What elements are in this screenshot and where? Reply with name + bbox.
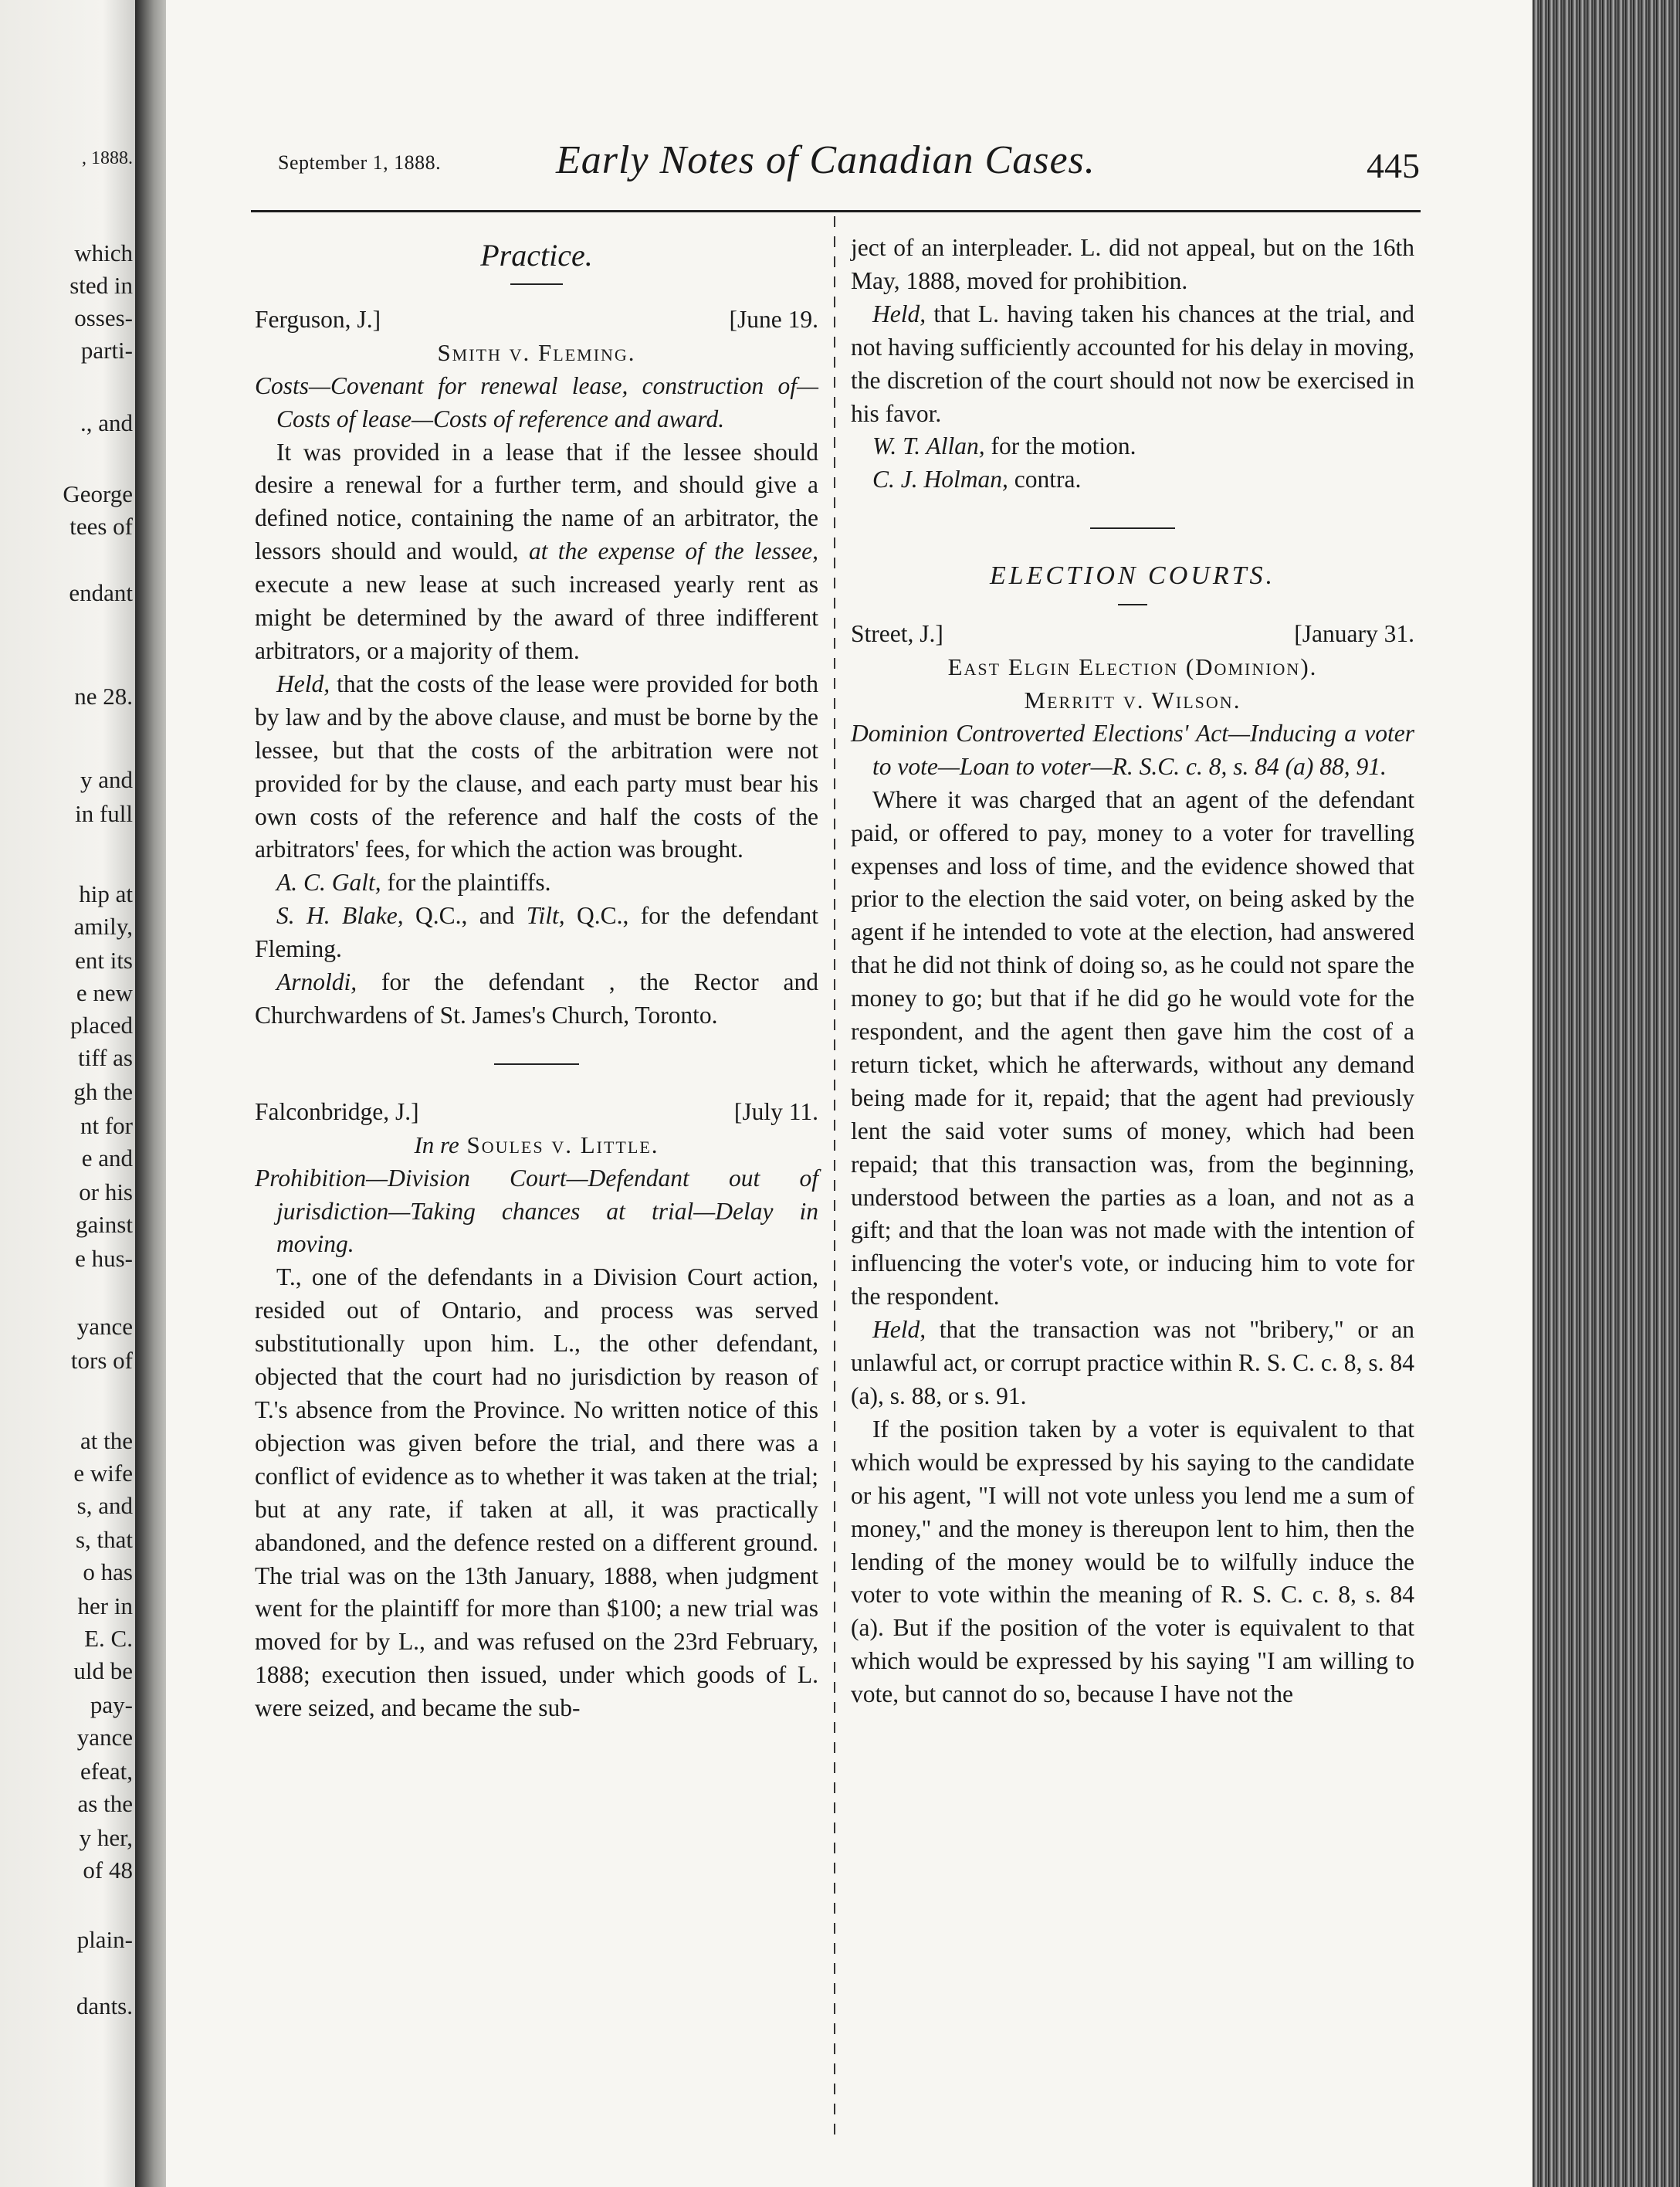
- decision-date: [June 19.: [729, 305, 818, 333]
- page-number: 445: [1367, 146, 1420, 185]
- counsel-line: Arnoldi, for the defendant , the Rector and Churchwardens of St. James's Church, Toronto.: [255, 968, 819, 1029]
- left-page-fragment: [0, 0, 147, 2187]
- left-page-line: amily,: [73, 913, 133, 940]
- left-page-line: efeat,: [80, 1758, 133, 1785]
- case-separator: [494, 1063, 579, 1065]
- left-page-line: gh the: [73, 1078, 133, 1105]
- left-page-line: dants.: [76, 1992, 133, 2019]
- left-page-line: tees of: [69, 513, 133, 540]
- case-judge-row: [255, 1096, 818, 1129]
- header-date: September 1, 1888.: [278, 151, 442, 174]
- left-page-line: tiff as: [78, 1044, 133, 1071]
- left-page-line: o has: [83, 1558, 133, 1585]
- section-title-practice: Practice.: [480, 238, 593, 273]
- left-page-line: George: [63, 480, 133, 507]
- left-page-line: e wife: [73, 1460, 133, 1487]
- page-edges: [1533, 0, 1680, 2187]
- left-page-line: as the: [77, 1790, 133, 1817]
- headnote: Prohibition—Division Court—Defendant out of jurisdiction—Taking chances at trial—Delay in moving.: [255, 1164, 818, 1258]
- election-name: East Elgin Election (Dominion).: [947, 653, 1318, 681]
- left-column: [255, 232, 818, 1725]
- left-page-line: gainst: [75, 1211, 133, 1238]
- right-column: [851, 232, 1414, 1711]
- holding-paragraph: Held, that L. having taken his chances at the trial, and not having sufficiently accounted for his delay in moving, the discretion of the court should not now be exercised in his favor.: [851, 300, 1415, 427]
- case-name: Merritt v. Wilson.: [1024, 686, 1241, 714]
- left-page-line: , 1888.: [82, 148, 133, 168]
- left-page-line: endant: [69, 579, 133, 606]
- left-page-line: E. C.: [84, 1625, 133, 1652]
- header-rule: [251, 210, 1421, 212]
- section-separator: [1090, 527, 1175, 529]
- section-rule: [510, 283, 563, 285]
- case-judge-row: [851, 618, 1414, 651]
- headnote: Costs—Covenant for renewal lease, construction of—Costs of lease—Costs of reference and award.: [255, 371, 818, 432]
- holding-paragraph: Held, that the costs of the lease were provided for both by law and by the above clause, and must be borne by the lessee, but that the costs of the arbitration were not provided for by the clause, and each party must bear his own costs of the reference and half the costs of the arbitrators' fees, for which the action was brought.: [255, 670, 818, 863]
- left-page-line: s, that: [75, 1526, 133, 1553]
- left-page-line: parti-: [80, 337, 133, 364]
- left-page-line: sted in: [69, 272, 133, 299]
- counsel-line: S. H. Blake, Q.C., and Tilt, Q.C., for the defendant Fleming.: [255, 902, 819, 963]
- left-page-line: tors of: [70, 1347, 133, 1374]
- case-paragraph: If the position taken by a voter is equivalent to that which would be expressed by his saying to the candidate or his agent, "I will not vote unless you lend me a sum of money," and the money is thereupon lent to him, then the lending of the money would be to wilfully induce the voter to vote within the meaning of R. S. C. c. 8, s. 84 (a). But if the position of the voter is equivalent to that which would be expressed by his saying "I am willing to vote, but cannot do so, because I have not the: [851, 1415, 1414, 1708]
- left-page-line: ent its: [75, 947, 133, 974]
- left-page-line: hip at: [79, 880, 133, 907]
- left-page-line: plain-: [76, 1926, 133, 1953]
- left-page-line: s, and: [76, 1492, 133, 1519]
- left-page-line: her in: [77, 1592, 133, 1619]
- case-name: Smith v. Fleming.: [437, 338, 636, 366]
- left-page-line: placed: [70, 1012, 133, 1039]
- running-title: Early Notes of Canadian Cases.: [556, 138, 1096, 182]
- left-page-line: y her,: [79, 1824, 133, 1851]
- counsel-line: A. C. Galt, for the plaintiffs.: [276, 869, 551, 897]
- left-page-line: ., and: [80, 409, 133, 436]
- left-page-line: nt for: [80, 1112, 133, 1139]
- case-paragraph: Where it was charged that an agent of the defendant paid, or offered to pay, money to a voter for travelling expenses and loss of time, and the evidence showed that prior to the election the said voter, on being asked by the agent if he intended to vote at the election, had answered that he did not think of doing so, as he could not spare the money to go; but that if he did go he would vote for the respondent, and the agent then gave him the cost of a return ticket, which he afterwards, without any demand being made for it, repaid; that the agent had previously lent the said voter sums of money, which had been repaid; that this transaction was, from the beginning, understood between the parties as a loan, and not as a gift; and that the loan was not made with the intention of influencing the voter's vote, or inducing him to vote for the respondent.: [851, 785, 1414, 1311]
- left-page-line: e and: [81, 1144, 133, 1171]
- case-name: In re Soules v. Little.: [414, 1131, 659, 1158]
- case-paragraph: T., one of the defendants in a Division Court action, resided out of Ontario, and process was served substitutionally upon him. L., the other defendant, objected that the court had no jurisdiction by reason of T.'s absence from the Province. No written notice of this objection was given before the trial, and there was a conflict of evidence as to whether it was taken at the trial; but at any rate, if taken at all, it was practically abandoned, and the defence rested on a different ground. The trial was on the 13th January, 1888, when judgment went for the plaintiff for more than $100; a new trial was moved for by L., and was refused on the 23rd February, 1888; execution then issued, under which goods of L. were seized, and became the sub-: [255, 1263, 818, 1722]
- section-rule: [1118, 604, 1147, 605]
- column-divider: [834, 216, 835, 2139]
- case-paragraph: It was provided in a lease that if the lessee should desire a renewal for a further term, and should give a defined notice, containing the name of an arbitrator, the lessors should and would, at the expense of the lessee, execute a new lease at such increased yearly rent as might be determined by the award of three indifferent arbitrators, or a majority of them.: [255, 438, 818, 664]
- judge-name: Ferguson, J.]: [255, 305, 381, 333]
- left-page-line: which: [74, 239, 133, 266]
- left-page-line: in full: [75, 800, 133, 827]
- counsel-line: C. J. Holman, contra.: [872, 466, 1082, 493]
- left-page-line: e hus-: [75, 1245, 133, 1272]
- left-page-line: at the: [80, 1427, 133, 1454]
- decision-date: [July 11.: [733, 1097, 818, 1125]
- holding-paragraph: Held, that the transaction was not "bribery," or an unlawful act, or corrupt practice within R. S. C. c. 8, s. 84 (a), s. 88, or s. 91.: [851, 1316, 1414, 1409]
- left-page-line: e new: [76, 979, 133, 1006]
- judge-name: Street, J.]: [851, 620, 943, 648]
- case-judge-row: [255, 303, 818, 337]
- left-page-line: osses-: [74, 304, 133, 331]
- left-page-line: uld be: [73, 1657, 133, 1684]
- left-page-line: or his: [79, 1178, 133, 1205]
- section-title-election-courts: ELECTION COURTS.: [989, 561, 1276, 591]
- left-page-line: of 48: [83, 1856, 133, 1884]
- left-page-line: yance: [76, 1313, 133, 1340]
- left-page-line: y and: [80, 766, 133, 793]
- decision-date: [January 31.: [1294, 620, 1414, 648]
- left-page-line: pay-: [90, 1691, 133, 1718]
- headnote: Dominion Controverted Elections' Act—Inducing a voter to vote—Loan to voter—R. S.C. c. 8, s. 84 (a) 88, 91.: [851, 719, 1414, 780]
- left-page-line: ne 28.: [74, 683, 133, 710]
- counsel-line: W. T. Allan, for the motion.: [872, 432, 1136, 460]
- left-page-line: yance: [76, 1724, 133, 1751]
- continued-paragraph: ject of an interpleader. L. did not appeal, but on the 16th May, 1888, moved for prohibition.: [851, 234, 1414, 294]
- judge-name: Falconbridge, J.]: [255, 1097, 419, 1125]
